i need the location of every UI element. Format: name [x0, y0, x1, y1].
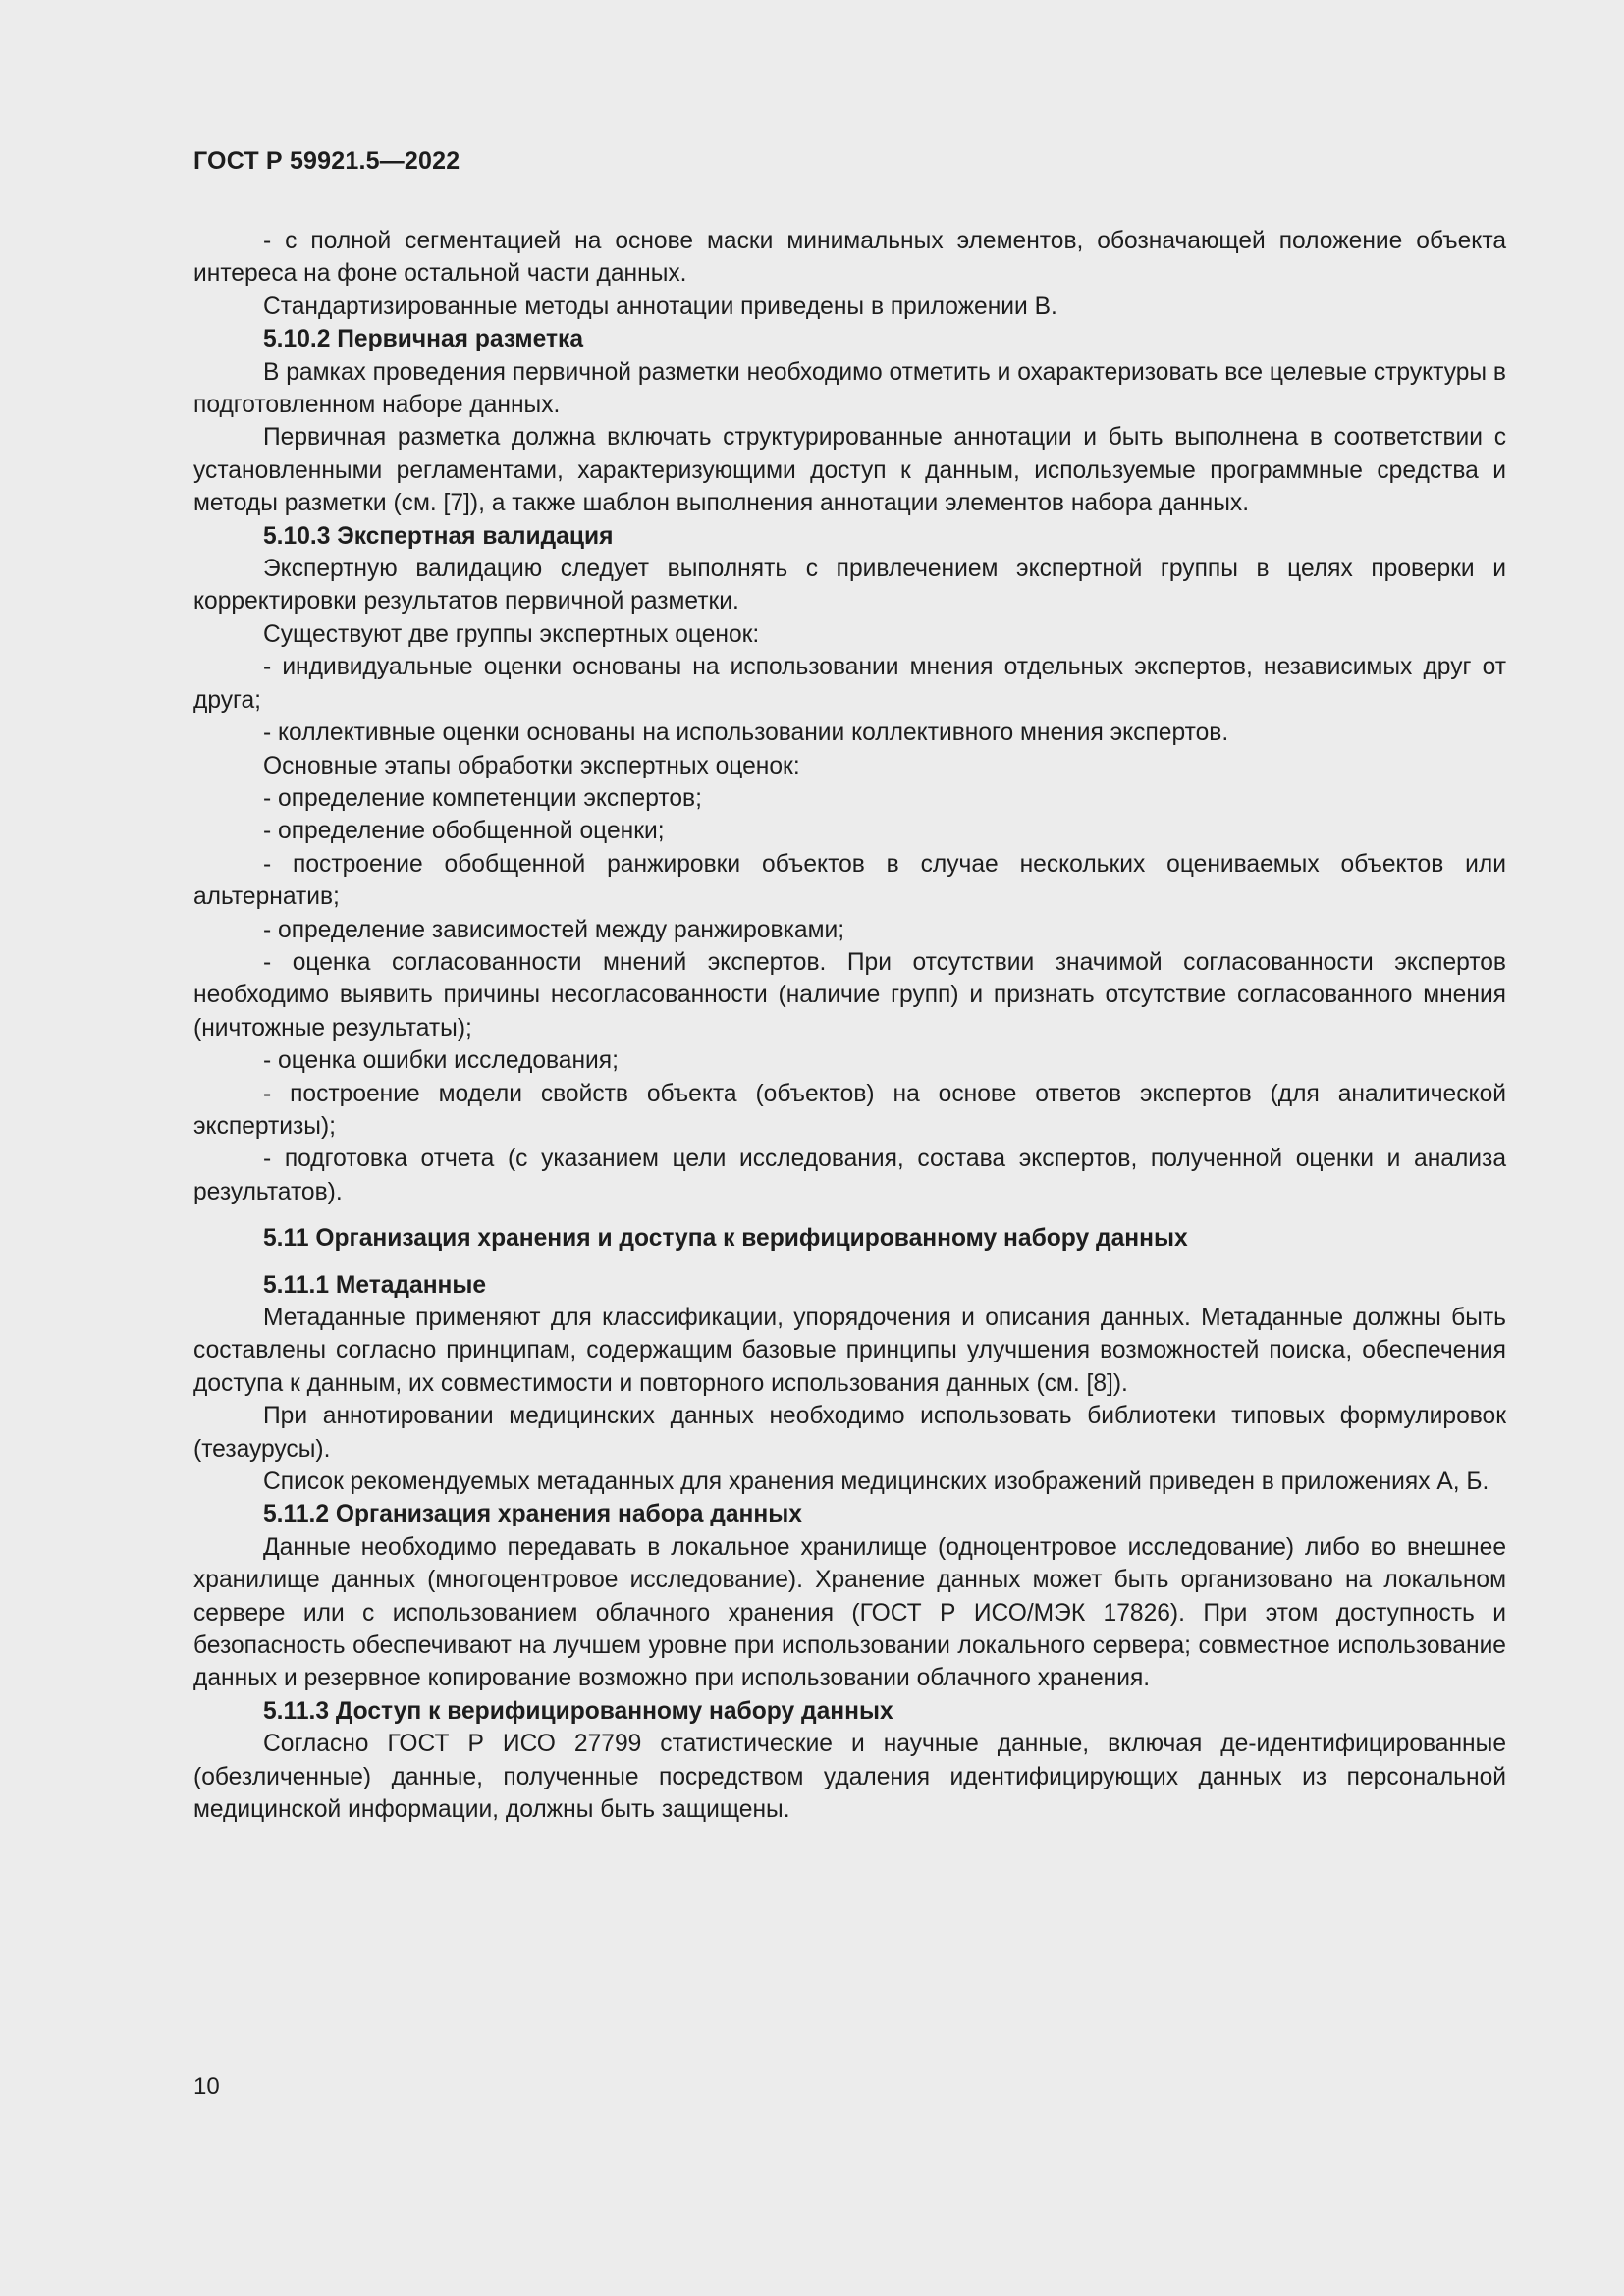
section-heading-5-10-2: 5.10.2 Первичная разметка [263, 326, 584, 353]
paragraph: В рамках проведения первичной разметки необходимо отметить и охарактеризовать все целевые структуры в подготовленном наборе данных. [193, 358, 1506, 419]
list-item: - построение модели свойств объекта (объектов) на основе ответов экспертов (для аналитической экспертизы); [193, 1080, 1506, 1140]
list-item: - определение зависимостей между ранжировками; [263, 916, 845, 943]
page-number: 10 [193, 2073, 220, 2100]
section-heading-5-11-1: 5.11.1 Метаданные [263, 1271, 487, 1299]
paragraph: Экспертную валидацию следует выполнять с привлечением экспертной группы в целях проверки и корректировки результатов первичной разметки. [193, 556, 1506, 615]
paragraph: Основные этапы обработки экспертных оценок: [263, 752, 800, 779]
list-item: - определение компетенции экспертов; [263, 784, 702, 812]
list-item: - определение обобщенной оценки; [263, 818, 665, 845]
paragraph: Метаданные применяют для классификации, упорядочения и описания данных. Метаданные должны быть составлены согласно принципам, содержащим базовые принципы улучшения возможностей поиска, обеспечения доступа к данным, их совместимости и повторного использования данных (см. [8]). [193, 1305, 1506, 1397]
section-heading-5-10-3: 5.10.3 Экспертная валидация [263, 522, 614, 550]
list-item: - построение обобщенной ранжировки объектов в случае нескольких оцениваемых объектов или альтернатив; [193, 850, 1506, 911]
section-heading-5-11-2: 5.11.2 Организация хранения набора данных [263, 1501, 802, 1528]
list-item: - оценка согласованности мнений экспертов. При отсутствии значимой согласованности экспертов необходимо выявить причины несогласованности (наличие групп) и признать отсутствие согласованного мнения (ничтожные результаты); [193, 948, 1506, 1041]
paragraph: Первичная разметка должна включать структурированные аннотации и быть выполнена в соответствии с установленными регламентами, характеризующими доступ к данным, используемые программные средства и методы разметки (см. [7]), а также шаблон выполнения аннотации элементов набора данных. [193, 424, 1506, 517]
paragraph: При аннотировании медицинских данных необходимо использовать библиотеки типовых формулировок (тезаурусы). [193, 1403, 1506, 1463]
document-body [193, 225, 1506, 1827]
paragraph: Существуют две группы экспертных оценок: [263, 620, 760, 648]
paragraph: Согласно ГОСТ Р ИСО 27799 статистические и научные данные, включая де-идентифицированные (обезличенные) данные, полученные посредством удаления идентифицирующих данных из персональной медицинской информации, должны быть защищены. [193, 1731, 1506, 1824]
list-item: - подготовка отчета (с указанием цели исследования, состава экспертов, полученной оценки и анализа результатов). [193, 1146, 1506, 1205]
list-item: - оценка ошибки исследования; [263, 1047, 619, 1075]
document-header: ГОСТ Р 59921.5—2022 [193, 147, 460, 175]
paragraph: Список рекомендуемых метаданных для хранения медицинских изображений приведен в приложениях А, Б. [263, 1468, 1489, 1496]
paragraph: Стандартизированные методы аннотации приведены в приложении В. [263, 293, 1057, 320]
paragraph: Данные необходимо передавать в локальное хранилище (одноцентровое исследование) либо во внешнее хранилище данных (многоцентровое исследование). Хранение данных может быть организовано на локальном сервере или с использованием облачного хранения (ГОСТ Р ИСО/МЭК 17826). При этом доступность и безопасность обеспечивают на лучшем уровне при использовании локального сервера; совместное использование данных и резервное копирование возможно при использовании облачного хранения. [193, 1533, 1506, 1692]
paragraph: - с полной сегментацией на основе маски минимальных элементов, обозначающей положение объекта интереса на фоне остальной части данных. [193, 228, 1506, 288]
list-item: - индивидуальные оценки основаны на использовании мнения отдельных экспертов, независимых друг от друга; [193, 654, 1506, 714]
section-heading-5-11: 5.11 Организация хранения и доступа к верифицированному набору данных [263, 1225, 1188, 1253]
list-item: - коллективные оценки основаны на использовании коллективного мнения экспертов. [263, 720, 1229, 747]
section-heading-5-11-3: 5.11.3 Доступ к верифицированному набору данных [263, 1697, 893, 1725]
